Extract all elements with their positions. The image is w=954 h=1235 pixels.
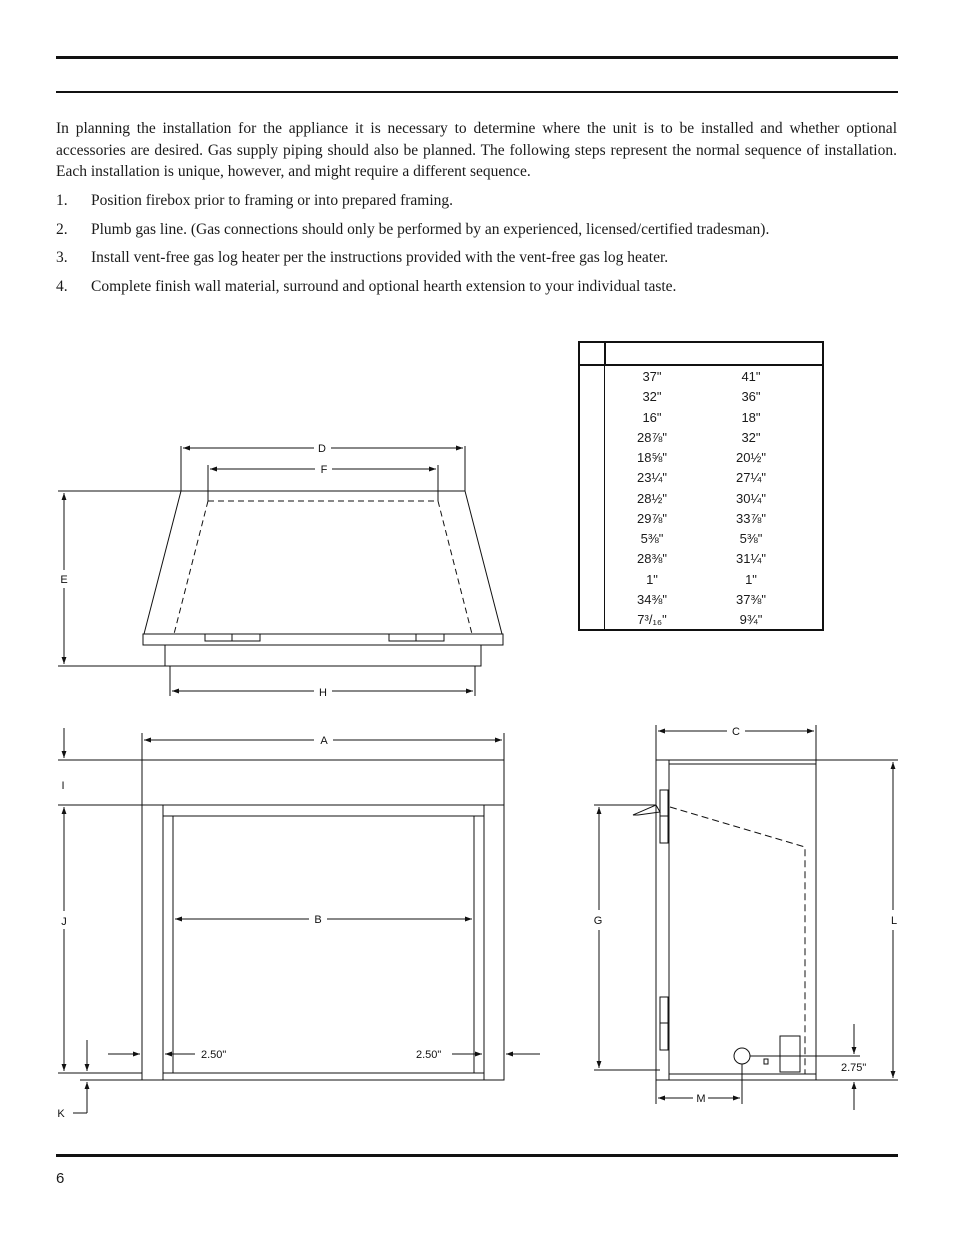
table-cell-large: 5⅜" [739, 531, 763, 546]
dimension-e [58, 491, 181, 666]
dimension-k [73, 1040, 142, 1113]
step-text: Plumb gas line. (Gas connections should only be performed by an experienced, licensed/certified tradesman). [91, 220, 770, 238]
dimension-label-g: G [593, 915, 603, 927]
table-cell-large: 31¼" [736, 551, 766, 567]
dimension-g [594, 805, 660, 1070]
front-view-drawing [142, 760, 504, 1080]
dimension-label-a: A [320, 735, 328, 747]
step-number: 2. [56, 220, 68, 238]
table-cell-small: 18⅝" [637, 450, 667, 465]
table-cell-small: 28⅜" [637, 551, 667, 567]
intro-paragraph: In planning the installation for the appliance it is necessary to determine where the unit is to be installed and whether optional accessories are desired. Gas supply piping should also be planned. The following steps represent the normal sequence of installation. Each installation is unique, however, and might require a different sequence. [56, 120, 897, 180]
dimension-label-k: K [57, 1108, 65, 1120]
table-cell-large: 36" [741, 389, 761, 405]
dimension-label-l: L [890, 915, 898, 927]
dimension-label-c: C [732, 726, 740, 738]
table-cell-small: 7³/₁₆" [637, 612, 667, 627]
dimension-label-right-offset: 2.50" [416, 1049, 442, 1061]
table-cell-small: 37" [642, 369, 662, 384]
table-cell-large: 27¼" [736, 470, 766, 486]
table-cell-small: 29⅞" [637, 510, 667, 526]
dimension-label-d: D [318, 443, 326, 455]
table-cell-large: 9¾" [739, 612, 763, 627]
step-text: Complete finish wall material, surround and optional hearth extension to your individual taste. [91, 277, 677, 295]
dimension-label-i: I [61, 780, 65, 792]
step-number: 4. [56, 277, 68, 295]
table-cell-large: 18" [741, 409, 761, 425]
table-cell-large: 33⅞" [736, 510, 766, 526]
dimension-l [816, 760, 898, 1080]
table-cell-small: 23¼" [637, 470, 667, 486]
dimension-label-m: M [696, 1093, 706, 1105]
dimension-label-b: B [314, 914, 322, 926]
step-text: Position firebox prior to framing or into prepared framing. [91, 192, 454, 209]
footer-rule [56, 1154, 898, 1157]
dimension-i [58, 728, 142, 805]
step-number: 3. [56, 249, 68, 266]
page-number: 6 [56, 1170, 65, 1187]
table-cell-large: 1" [745, 571, 757, 587]
table-cell-small: 32" [642, 389, 662, 405]
dimension-label-left-offset: 2.50" [201, 1049, 227, 1061]
dimension-label-pipe-height: 2.75" [841, 1062, 867, 1074]
table-cell-small: 16" [642, 409, 662, 425]
table-cell-small: 5⅜" [640, 531, 664, 546]
step-number: 1. [56, 192, 68, 209]
table-cell-large: 37⅜" [736, 591, 766, 607]
dimension-label-j: J [61, 916, 67, 928]
table-cell-large: 32" [741, 429, 761, 445]
top-view-drawing [143, 491, 503, 666]
dimension-label-h: H [319, 687, 327, 699]
table-cell-small: 28½" [637, 490, 667, 506]
side-view-drawing [633, 760, 816, 1080]
table-cell-large: 41" [741, 369, 761, 384]
table-cell-small: 1" [646, 571, 658, 587]
table-cell-large: 20½" [736, 450, 766, 465]
step-text: Install vent-free gas log heater per the instructions provided with the vent-free gas log heater. [91, 249, 669, 266]
table-cell-small: 34⅜" [637, 591, 667, 607]
dimension-label-f: F [320, 464, 328, 476]
table-cell-small: 28⅞" [637, 429, 667, 445]
dimension-j [58, 807, 142, 1073]
table-cell-large: 30¼" [736, 490, 766, 506]
dimension-label-e: E [60, 574, 68, 586]
